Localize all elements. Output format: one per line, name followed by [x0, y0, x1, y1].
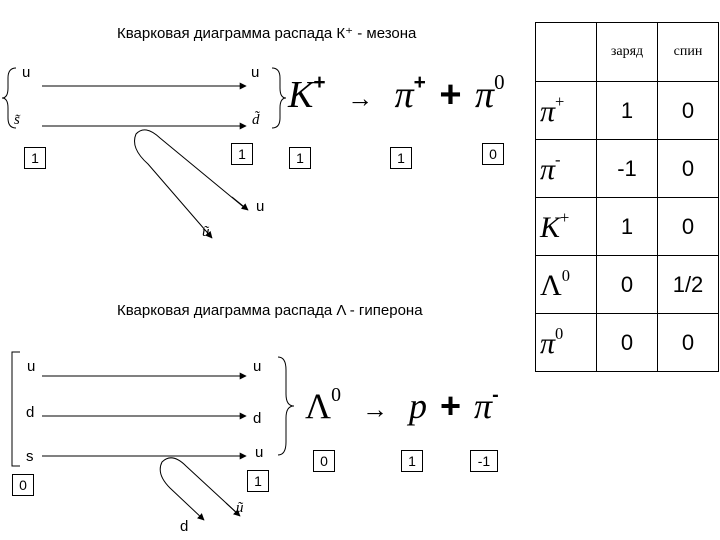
eq-proton: p	[409, 385, 427, 426]
kaon-box-1: 1	[24, 147, 46, 169]
table-row	[536, 198, 719, 256]
particle-name: K+	[536, 198, 597, 256]
eq-pion-plus: π	[394, 73, 414, 116]
pair-creation-loop	[135, 130, 247, 238]
charge-cell: 0	[597, 314, 658, 372]
charge-cell: 1	[597, 82, 658, 140]
spin-cell: 0	[658, 140, 719, 198]
lambda-box-4: 1	[401, 450, 423, 472]
lambda-box-1: 0	[12, 474, 34, 496]
lambda-out-d: d	[180, 518, 189, 535]
lambda-box-3: 0	[313, 450, 335, 472]
eq-pion-zero: π	[475, 73, 495, 116]
kaon-box-5: 0	[482, 143, 504, 165]
kaon-box-2: 1	[231, 143, 253, 165]
particle-properties-table	[535, 22, 719, 372]
lambda-quark-d-left: d	[26, 404, 35, 421]
lambda-pair-loop	[160, 458, 238, 520]
kaon-equation: $K^+ \to \pi^+ + \pi^0$	[288, 70, 505, 116]
kaon-out-u: u	[256, 198, 265, 215]
kaon-quark-antis-left: s̃	[14, 112, 20, 128]
lambda-quark-s-left: s	[26, 448, 34, 465]
eq-plus: +	[439, 73, 462, 116]
eq-kaon: K	[288, 73, 314, 116]
lambda-quark-d-right: d	[253, 410, 262, 427]
lambda-equation: $\Lambda^0 \to p + \pi^-$	[305, 384, 499, 426]
lambda-quark-u-right: u	[253, 358, 262, 375]
table-header-charge: заряд	[597, 23, 658, 82]
particle-name: $\Lambda^0$	[536, 256, 597, 314]
lambda-quark-u-left: u	[27, 358, 36, 375]
lambda-box-5: -1	[470, 450, 498, 472]
right-brace	[272, 68, 286, 128]
charge-cell: 1	[597, 198, 658, 256]
table-header-empty	[536, 23, 597, 82]
kaon-box-3: 1	[289, 147, 311, 169]
charge-cell: -1	[597, 140, 658, 198]
spin-cell: 0	[658, 82, 719, 140]
table-row	[536, 82, 719, 140]
eq-plus-2: +	[440, 384, 462, 426]
eq-lambda: Λ	[305, 385, 332, 426]
lambda-quark-u2-right: u	[255, 444, 264, 461]
eq-pion-minus: π	[474, 385, 493, 426]
eq-arrow-2: →	[362, 394, 388, 424]
table-row	[536, 256, 719, 314]
lambda-right-brace	[278, 357, 294, 455]
table-header-row	[536, 23, 719, 82]
spin-cell: 0	[658, 314, 719, 372]
lambda-box-2: 1	[247, 470, 269, 492]
charge-cell: 0	[597, 256, 658, 314]
particle-name: $\pi^0$	[536, 314, 597, 372]
lambda-diagram-title: Кварковая диаграмма распада Λ - гиперона	[117, 302, 423, 319]
kaon-quark-antid-right: d̃	[252, 112, 260, 128]
kaon-box-4: 1	[390, 147, 412, 169]
kaon-quark-u-left: u	[22, 64, 31, 81]
eq-arrow: →	[347, 83, 374, 113]
table-row	[536, 140, 719, 198]
table-header-spin: спин	[658, 23, 719, 82]
kaon-diagram-title: Кварковая диаграмма распада К⁺ - мезона	[117, 25, 417, 42]
table-row	[536, 314, 719, 372]
spin-cell: 1/2	[658, 256, 719, 314]
kaon-quark-u-right: u	[251, 64, 260, 81]
particle-name: π+	[536, 82, 597, 140]
particle-name: π-	[536, 140, 597, 198]
lambda-left-bracket	[12, 352, 20, 466]
spin-cell: 0	[658, 198, 719, 256]
kaon-out-antiu: ũ	[202, 224, 210, 240]
lambda-out-antiu: ũ	[236, 500, 244, 516]
